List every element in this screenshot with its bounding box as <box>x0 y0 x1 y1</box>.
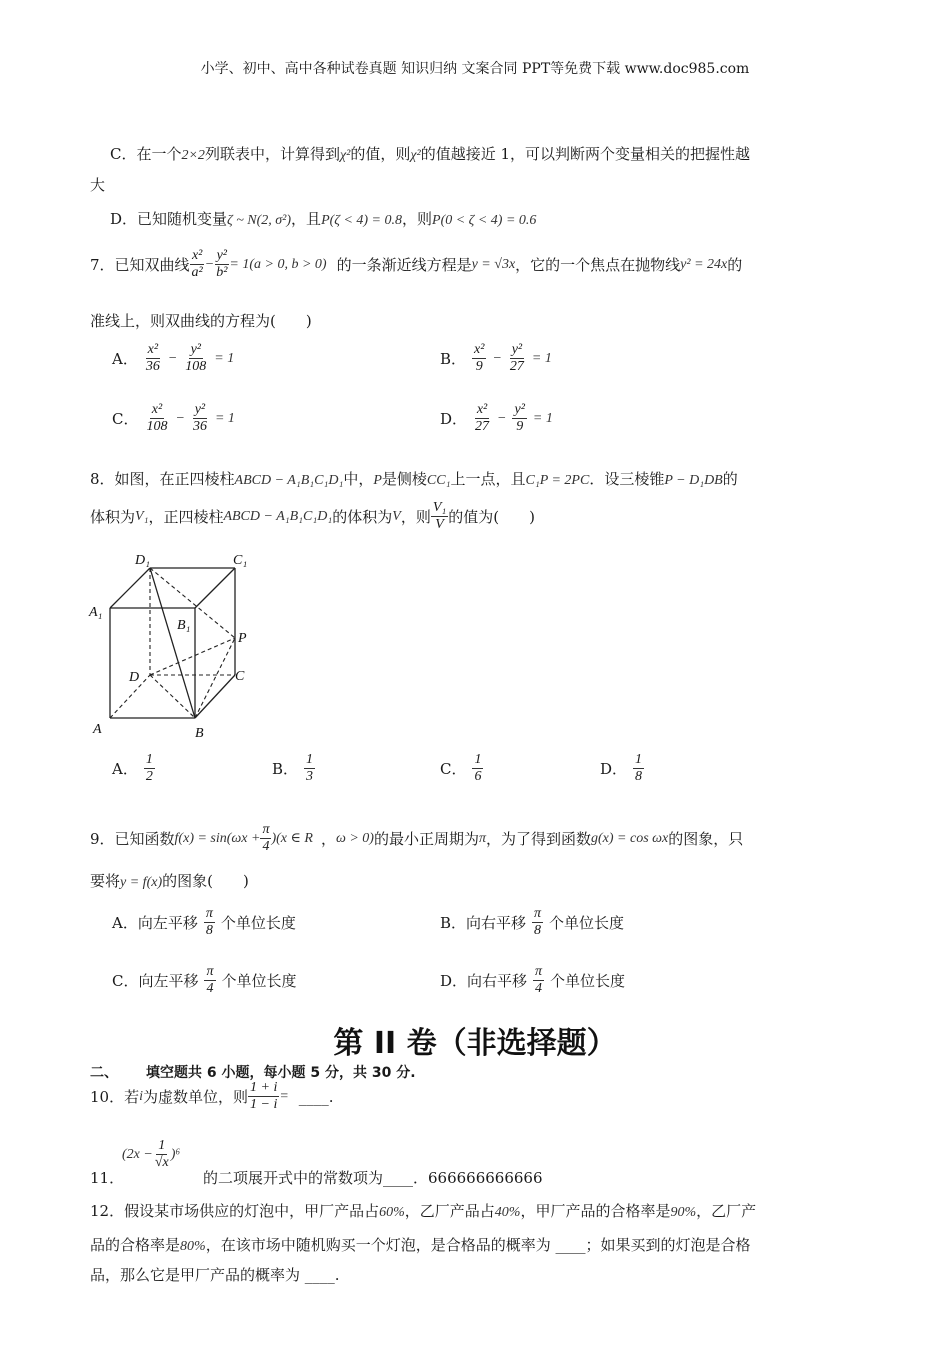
q8-option-b[interactable]: B． $\frac{1}{3}$ <box>272 752 314 784</box>
label-b: B <box>195 726 204 741</box>
option-d: D．已知随机变量ζ ~ N(2, σ²)，且P(ζ < 4) = 0.8，则P(0 < ζ < 4) = 0.6 <box>110 210 537 228</box>
question-7-line2: 准线上，则双曲线的方程为( ) <box>90 312 312 330</box>
question-12-line3: 品，那么它是甲厂产品的概率为 ____. <box>90 1266 340 1284</box>
question-8-line1: 8．如图，在正四棱柱ABCD − A₁B₁C₁D₁中，P是侧棱CC₁上一点，且C₁P = 2PC．设三棱锥P − D₁DB的 <box>90 470 738 488</box>
q7-option-a[interactable]: A． $\frac{\text{x²}}{36}$ − $\frac{\text{y²}}{108}$ = 1 <box>112 342 235 374</box>
q7-option-b[interactable]: B． $\frac{\text{x²}}{9}$ − $\frac{\text{y²}}{27}$ = 1 <box>440 342 552 374</box>
label-a1: A₁ <box>89 605 103 620</box>
q8-option-d[interactable]: D． $\frac{1}{8}$ <box>600 752 643 784</box>
label-a: A <box>93 722 102 737</box>
label-b1: B₁ <box>177 618 191 633</box>
question-12-line1: 12．假设某市场供应的灯泡中，甲厂产品占60%，乙厂产品占40%，甲厂产品的合格率是90%，乙厂产 <box>90 1202 757 1220</box>
label-d1: D₁ <box>135 553 150 568</box>
question-10: 10．若 i 为虚数单位，则 $\frac{1 + i}{1 - i}$ = ____. <box>90 1080 334 1112</box>
label-p: P <box>238 631 247 646</box>
question-7-line1: 7．已知双曲线 $\frac{\text{x²}}{\text{a²}}$ − $\frac{\text{y²}}{\text{b²}}$ = 1(a > 0, b > 0) 的一条渐近线方程是 y = √3x ，它的一个焦点在抛物线 y² = 24x 的 <box>90 248 743 280</box>
q9-option-d[interactable]: D．向右平移 $\frac{\pi}{4}$ 个单位长度 <box>440 964 626 996</box>
q8-option-a[interactable]: A． $\frac{1}{2}$ <box>112 752 153 784</box>
q9-option-a[interactable]: A．向左平移 $\frac{\pi}{8}$ 个单位长度 <box>112 906 296 938</box>
label-d: D <box>129 670 140 685</box>
page-header: 小学、初中、高中各种试卷真题 知识归纳 文案合同 PPT等免费下载 www.doc985.com <box>200 61 750 77</box>
label-c: C <box>235 669 245 684</box>
prism-figure <box>85 550 265 745</box>
question-9-line2: 要将y = f(x)的图象( ) <box>90 872 249 890</box>
q9-option-c[interactable]: C．向左平移 $\frac{\pi}{4}$ 个单位长度 <box>112 964 297 996</box>
question-8-line2: 体积为 V₁ ，正四棱柱 ABCD − A₁B₁C₁D₁ 的体积为 V ，则 $\frac{\text{V₁}}{V}$ 的值为 ( ) <box>90 500 535 532</box>
question-11-expr: (2x − $\frac{1}{√x}$ )⁶ <box>122 1138 181 1170</box>
q7-option-d[interactable]: D． $\frac{\text{x²}}{27}$ − $\frac{\text{y²}}{9}$ = 1 <box>440 402 553 434</box>
question-11-number: 11． <box>90 1169 125 1187</box>
q8-option-c[interactable]: C． $\frac{1}{6}$ <box>440 752 482 784</box>
section-title: 第 II 卷（非选择题） <box>333 1026 617 1061</box>
label-c1: C₁ <box>233 553 248 568</box>
part2-heading: 二、 填空题共 6 小题，每小题 5 分，共 30 分. <box>90 1065 416 1081</box>
q9-option-b[interactable]: B．向右平移 $\frac{\pi}{8}$ 个单位长度 <box>440 906 625 938</box>
question-11-text: 的二项展开式中的常数项为____．666666666666 <box>203 1169 543 1187</box>
option-c-line2: 大 <box>90 176 106 194</box>
option-c-line1: C．在一个2×2列联表中，计算得到χ²的值，则χ²的值越接近 1，可以判断两个变量相关的把握性越 <box>110 145 751 163</box>
q7-option-c[interactable]: C． $\frac{\text{x²}}{108}$ − $\frac{\text{y²}}{36}$ = 1 <box>112 402 235 434</box>
question-12-line2: 品的合格率是80%，在该市场中随机购买一个灯泡，是合格品的概率为 ____；如果买到的灯泡是合格 <box>90 1236 751 1254</box>
question-9-line1: 9．已知函数 f(x) = sin(ωx + $\frac{\pi}{4}$ )(x ∈ R ， ω > 0) 的最小正周期为 π ，为了得到函数 g(x) = cos ωx 的图象，只 <box>90 822 744 854</box>
